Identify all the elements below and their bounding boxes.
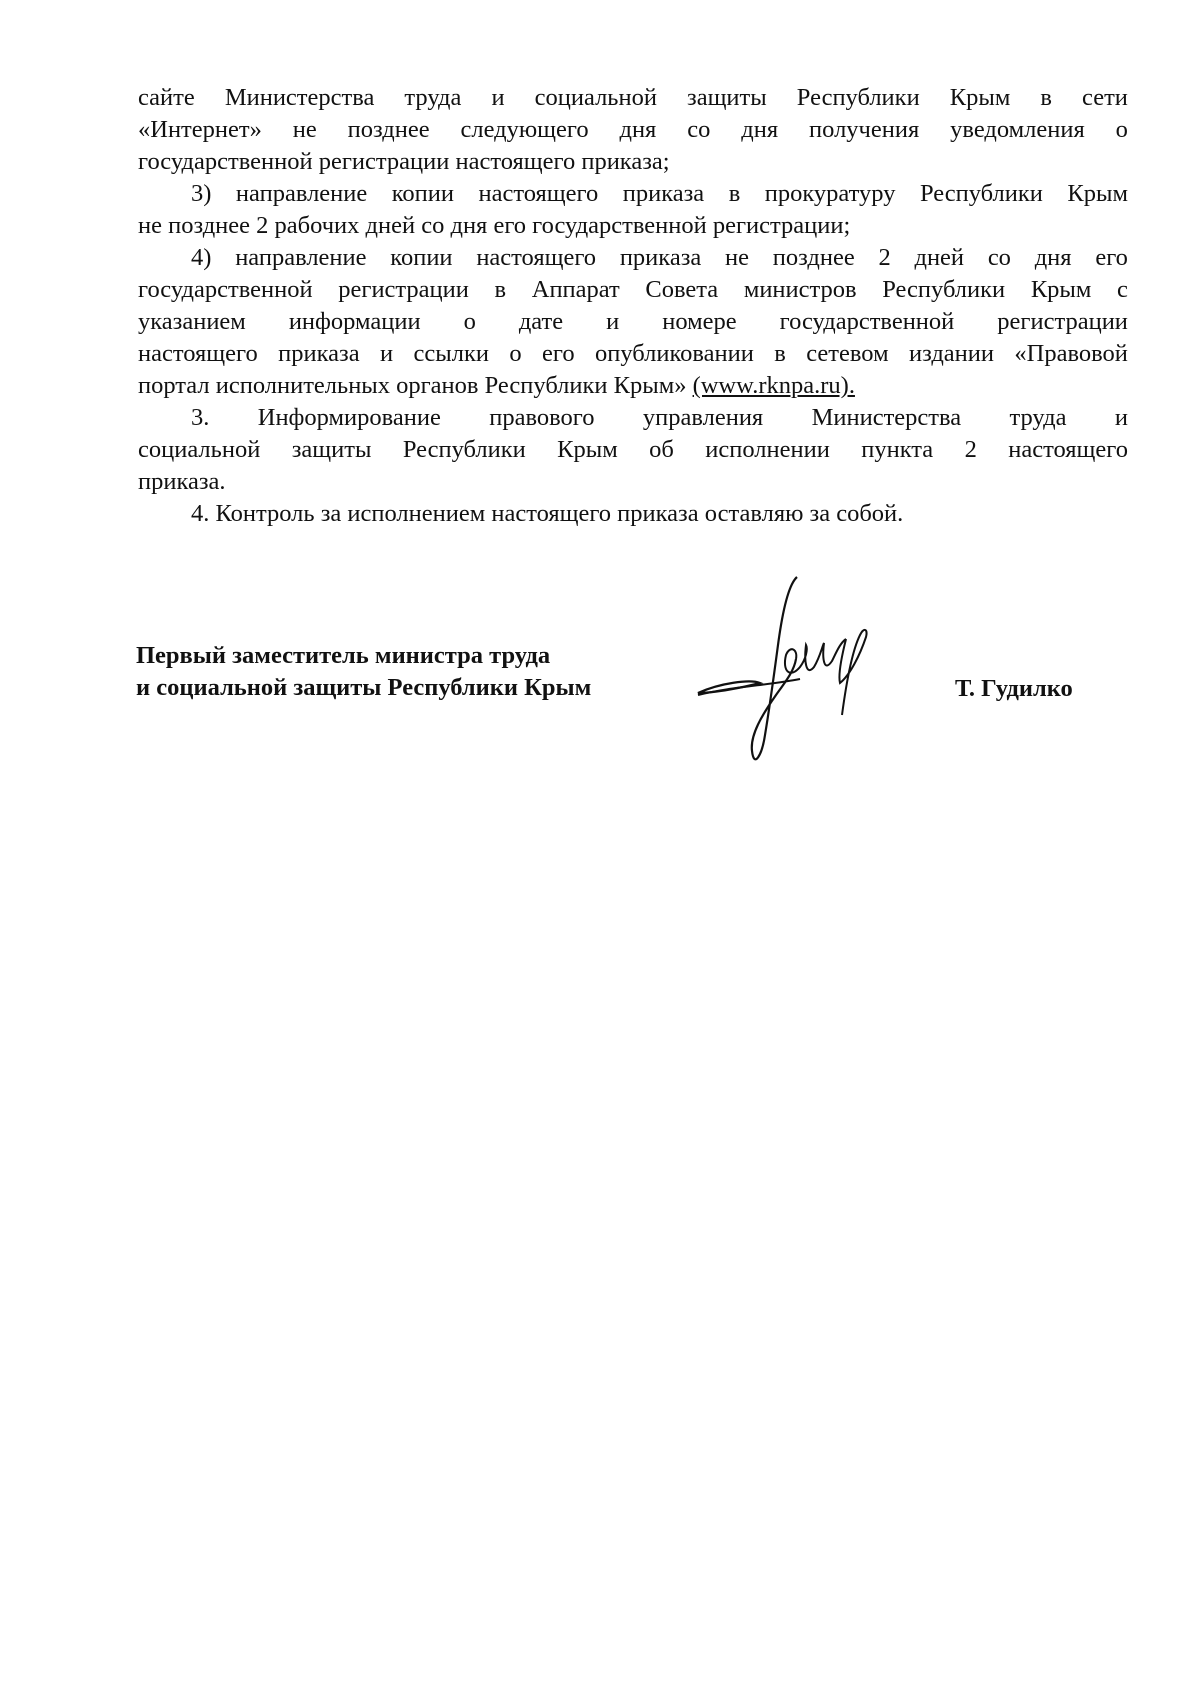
document-line	[138, 338, 1128, 370]
document-word: государственной регистрации настоящего приказа;	[138, 148, 670, 175]
document-word: Крым	[557, 436, 618, 463]
document-word: настоящего	[138, 340, 258, 367]
document-line	[138, 178, 1128, 210]
document-body	[138, 82, 1128, 530]
document-line	[138, 82, 1128, 114]
document-word: Аппарат	[531, 276, 620, 303]
document-word: и	[606, 308, 620, 335]
document-word: Крым	[1030, 276, 1092, 303]
document-word: издании	[908, 340, 995, 367]
document-word: и	[491, 84, 505, 111]
document-line	[138, 306, 1128, 338]
document-line	[138, 114, 1128, 146]
document-word: социальной	[138, 436, 261, 463]
document-word: «Правовой	[1014, 340, 1128, 367]
document-word: приказа	[619, 244, 702, 271]
document-word: дня	[741, 116, 779, 143]
document-line	[138, 210, 1128, 242]
document-word: портал исполнительных органов Республики Крым»	[138, 372, 687, 399]
document-word: правового	[489, 404, 595, 431]
document-word: дня	[619, 116, 657, 143]
document-word: пункта	[861, 436, 934, 463]
document-word: со	[987, 244, 1011, 271]
signatory-title-line-2: и социальной защиты Республики Крым	[136, 674, 592, 701]
signatory-title-line-1: Первый заместитель министра труда	[136, 642, 551, 669]
document-word: Республики	[796, 84, 920, 111]
document-word: 4)	[191, 244, 212, 271]
document-word: и	[379, 340, 394, 367]
document-word: направление	[235, 180, 368, 207]
document-word: Республики	[402, 436, 526, 463]
document-line	[138, 146, 1128, 178]
document-word: с	[1117, 276, 1128, 303]
document-word: в	[494, 276, 507, 303]
document-word: указанием	[138, 308, 246, 335]
document-word: Министерства	[811, 404, 962, 431]
document-word: его	[1095, 244, 1128, 271]
document-word: Министерства	[224, 84, 375, 111]
document-word: уведомления	[950, 116, 1085, 143]
document-word: о	[1115, 116, 1128, 143]
signatory-title	[136, 640, 591, 704]
document-word: информации	[288, 308, 421, 335]
document-word: Крым	[1067, 180, 1128, 207]
document-word: 3.	[191, 404, 210, 431]
document-word: социальной	[534, 84, 657, 111]
document-word: в	[1040, 84, 1052, 111]
document-word: 2	[878, 244, 891, 271]
document-line	[138, 466, 1128, 498]
document-word: приказа.	[138, 468, 226, 495]
document-word: Республики	[882, 276, 1006, 303]
document-word: труда	[1009, 404, 1067, 431]
document-word: Информирование	[257, 404, 441, 431]
document-word: получения	[809, 116, 920, 143]
document-word: не позднее 2 рабочих дней со дня его государственной регистрации;	[138, 212, 851, 239]
signatory-name: Т. Гудилко	[955, 675, 1073, 702]
document-line	[138, 434, 1128, 466]
document-word: о	[509, 340, 522, 367]
document-word: не	[292, 116, 317, 143]
document-line	[138, 242, 1128, 274]
document-word: в	[774, 340, 786, 367]
document-word: сетевом	[806, 340, 889, 367]
document-line	[138, 498, 1128, 530]
document-word: приказа	[278, 340, 360, 367]
document-word: министров	[743, 276, 857, 303]
document-word: настоящего	[476, 244, 597, 271]
document-word: управления	[642, 404, 764, 431]
document-word: копии	[390, 244, 453, 271]
document-word: труда	[404, 84, 462, 111]
document-word: копии	[391, 180, 455, 207]
document-word: прокуратуру	[764, 180, 896, 207]
document-word: сайте	[138, 84, 195, 111]
document-word: об	[649, 436, 674, 463]
document-word: о	[463, 308, 476, 335]
document-word: направление	[235, 244, 367, 271]
document-word: со	[687, 116, 711, 143]
document-word: позднее	[347, 116, 430, 143]
document-word: сети	[1082, 84, 1128, 111]
signature-icon	[690, 575, 895, 770]
document-word: государственной	[138, 276, 313, 303]
document-word: защиты	[291, 436, 372, 463]
document-word: и	[1114, 404, 1128, 431]
document-word: 4. Контроль за исполнением настоящего приказа оставляю за собой.	[191, 500, 904, 527]
document-word: следующего	[460, 116, 589, 143]
document-word: опубликовании	[595, 340, 754, 367]
document-word: дате	[518, 308, 564, 335]
document-word: регистрации	[997, 308, 1128, 335]
document-word: в	[728, 180, 741, 207]
document-word: настоящего	[1008, 436, 1128, 463]
document-word: государственной	[779, 308, 955, 335]
document-word: не	[725, 244, 750, 271]
document-word: 3)	[191, 180, 212, 207]
document-word: приказа	[622, 180, 705, 207]
document-word: Совета	[645, 276, 719, 303]
document-word: дней	[914, 244, 965, 271]
document-line	[138, 402, 1128, 434]
document-word: ссылки	[413, 340, 489, 367]
document-word: Крым	[949, 84, 1011, 111]
document-word: дня	[1034, 244, 1072, 271]
document-word: Республики	[919, 180, 1043, 207]
document-line	[138, 370, 1128, 402]
document-word: «Интернет»	[138, 116, 262, 143]
document-word: номере	[662, 308, 737, 335]
document-word: настоящего	[478, 180, 599, 207]
document-word: исполнении	[705, 436, 830, 463]
document-word: позднее	[772, 244, 855, 271]
document-word: 2	[964, 436, 977, 463]
document-word: его	[542, 340, 575, 367]
document-word: регистрации	[338, 276, 469, 303]
document-line	[138, 274, 1128, 306]
portal-link[interactable]: (www.rknpa.ru).	[692, 372, 855, 399]
document-word: защиты	[687, 84, 767, 111]
